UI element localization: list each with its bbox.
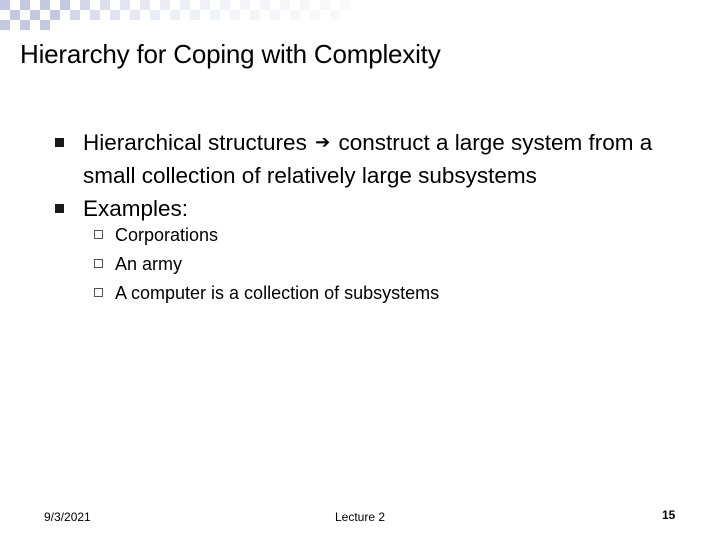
- sub-bullet-item: [94, 250, 694, 279]
- sub-bullet-list: [94, 221, 694, 308]
- sub-bullet-item: [94, 279, 694, 308]
- sub-bullet-text: Corporations: [115, 225, 219, 245]
- bullet-text-after-arrow: construct a large system from a small collection of relatively large subsystems: [83, 130, 653, 188]
- page-number: 15: [662, 508, 676, 522]
- square-bullet-icon: [55, 138, 64, 147]
- square-bullet-icon: [55, 204, 64, 213]
- bullet-text-examples: Examples:: [83, 196, 189, 221]
- bullet-list: [55, 126, 695, 225]
- hollow-square-bullet-icon: [94, 230, 103, 239]
- slide-title: Hierarchy for Coping with Complexity: [20, 39, 441, 69]
- hollow-square-bullet-icon: [94, 288, 103, 297]
- bullet-item-hierarchical-structures: [55, 126, 695, 192]
- hollow-square-bullet-icon: [94, 259, 103, 268]
- sub-bullet-item: [94, 221, 694, 250]
- decorative-checker-pattern: [0, 0, 720, 36]
- sub-bullet-text: A computer is a collection of subsystems: [115, 283, 440, 303]
- right-arrow-icon: ➔: [315, 132, 331, 152]
- bullet-text-before-arrow: Hierarchical structures: [83, 130, 307, 155]
- footer-date: 9/3/2021: [44, 510, 91, 524]
- sub-bullet-text: An army: [115, 254, 183, 274]
- footer-lecture-label: Lecture 2: [335, 510, 386, 524]
